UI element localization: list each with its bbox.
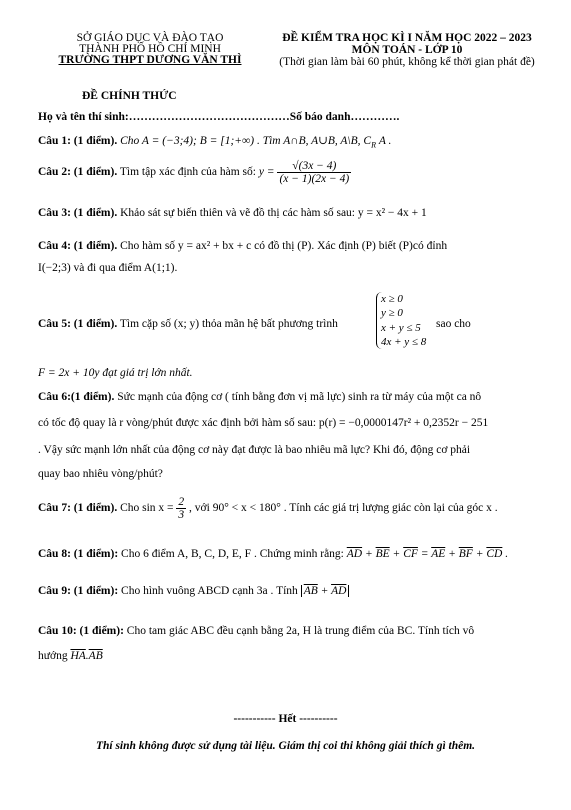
question-9-label: Câu 9: (1 điểm): (38, 585, 119, 597)
header-left (30, 32, 270, 66)
question-3-text: Khảo sát sự biến thiên và vẽ đồ thị các hàm số sau: y = x² − 4x + 1 (120, 207, 427, 219)
time-note: (Thời gian làm bài 60 phút, không kể thời gian phát đề) (279, 56, 535, 68)
question-6-line3: . Vậy sức mạnh lớn nhất của động cơ này đạt được là bao nhiêu mã lực? Khi đó, động cơ phải (38, 444, 471, 456)
question-4-label: Câu 4: (1 điểm). (38, 240, 118, 252)
official-label: ĐỀ CHÍNH THỨC (82, 90, 177, 102)
vector-equation: $\overline{AD} + \overline{BE} + \overline{CF} = \overline{AE} + \overline{BF} + \overline{CD}$ . (346, 548, 509, 560)
question-7-tail: , với 90° < x < 180° . Tính các giá trị lượng giác còn lại của góc x . (189, 502, 498, 515)
question-5-line2: F = 2x + 10y đạt giá trị lớn nhất. (38, 367, 193, 379)
question-4 (38, 240, 447, 252)
question-3 (38, 207, 427, 219)
question-10-line2: hướng $\overline{HA}.\overline{AB}$ (38, 650, 103, 662)
question-6-label: Câu 6:(1 điểm). (38, 391, 115, 403)
question-3-label: Câu 3: (1 điểm). (38, 207, 118, 219)
vector-sum-abs: $\overline{AB} + \overline{AD}$ (301, 585, 350, 597)
question-6-text: Sức mạnh của động cơ ( tính bằng đơn vị mã lực) sinh ra từ máy của một ca nô (117, 391, 482, 403)
student-info-line: Họ và tên thí sinh:……………………………………Số báo danh…………. (38, 111, 400, 123)
question-4-line2: I(−2;3) và đi qua điểm A(1;1). (38, 262, 178, 274)
exam-title: ĐỀ KIỂM TRA HỌC KÌ I NĂM HỌC 2022 – 2023 (282, 32, 532, 44)
question-2: Câu 2: (1 điểm). Tìm tập xác định của hàm số: y = $\frac{√(3x - 4)}{(x - 1)(2x - 4)}$ (38, 160, 350, 186)
question-4-text: Cho hàm số y = ax² + bx + c có đồ thị (P). Xác định (P) biết (P)có đỉnh (120, 240, 448, 252)
footer-note: Thí sinh không được sử dụng tài liệu. Giám thị coi thi không giải thích gì thêm. (95, 740, 476, 752)
question-1-label: Câu 1: (1 điểm). (38, 135, 118, 147)
question-2-label: Câu 2: (1 điểm). (38, 166, 118, 179)
header-right (262, 32, 552, 68)
question-10-label: Câu 10: (1 điểm): (38, 625, 124, 637)
question-2-fraction: $\frac{√(3x - 4)}{(x - 1)(2x - 4)}$ (279, 160, 350, 186)
question-1-tail: A . (378, 135, 392, 147)
inequality-system: x ≥ 0 y ≥ 0 x + y ≤ 5 4x + y ≤ 8 (376, 292, 426, 349)
question-1-text: Cho A = (−3;4); B = [1;+∞) . Tìm A∩B, A∪B, A\B, C (120, 135, 372, 147)
question-2-text: Tìm tập xác định của hàm số: (119, 166, 256, 179)
question-8-label: Câu 8: (1 điểm): (38, 548, 119, 560)
question-7-fraction: $\frac{2}{3}$ (178, 496, 185, 522)
question-5 (38, 318, 338, 330)
question-5-tail: sao cho (436, 318, 471, 330)
school-name: TRƯỜNG THPT DƯƠNG VĂN THÌ (58, 54, 242, 66)
question-7-text: Cho sin x = (120, 502, 174, 515)
question-9 (38, 585, 349, 597)
city-name: THÀNH PHỐ HỒ CHÍ MINH (79, 43, 221, 55)
subject-title: MÔN TOÁN - LỚP 10 (351, 44, 463, 56)
question-5-text: Tìm cặp số (x; y) thỏa mãn hệ bất phương trình (119, 318, 338, 330)
question-6 (38, 391, 481, 403)
question-10 (38, 625, 474, 637)
question-6-line2: có tốc độ quay là r vòng/phút được xác định bởi hàm số sau: p(r) = −0,0000147r² + 0,2352r − 251 (38, 417, 489, 429)
question-5-label: Câu 5: (1 điểm). (38, 318, 118, 330)
question-1: Câu 1: (1 điểm). Cho A = (−3;4); B = [1;+∞) . Tìm A∩B, A∪B, A\B, $C_R$ A . (38, 135, 392, 150)
question-10-text: Cho tam giác ABC đều cạnh bằng 2a, H là trung điểm của BC. Tính tích vô (126, 625, 475, 637)
question-7-label: Câu 7: (1 điểm). (38, 502, 118, 515)
question-8-text: Cho 6 điểm A, B, C, D, E, F . Chứng minh rằng: (121, 548, 344, 560)
question-9-text: Cho hình vuông ABCD cạnh 3a . Tính (121, 585, 298, 597)
question-7 (38, 496, 498, 521)
question-8 (38, 548, 508, 560)
question-6-line4: quay bao nhiêu vòng/phút? (38, 468, 163, 480)
department-name: SỞ GIÁO DỤC VÀ ĐÀO TẠO (76, 32, 224, 44)
end-marker: ----------- Hết ---------- (233, 713, 338, 725)
